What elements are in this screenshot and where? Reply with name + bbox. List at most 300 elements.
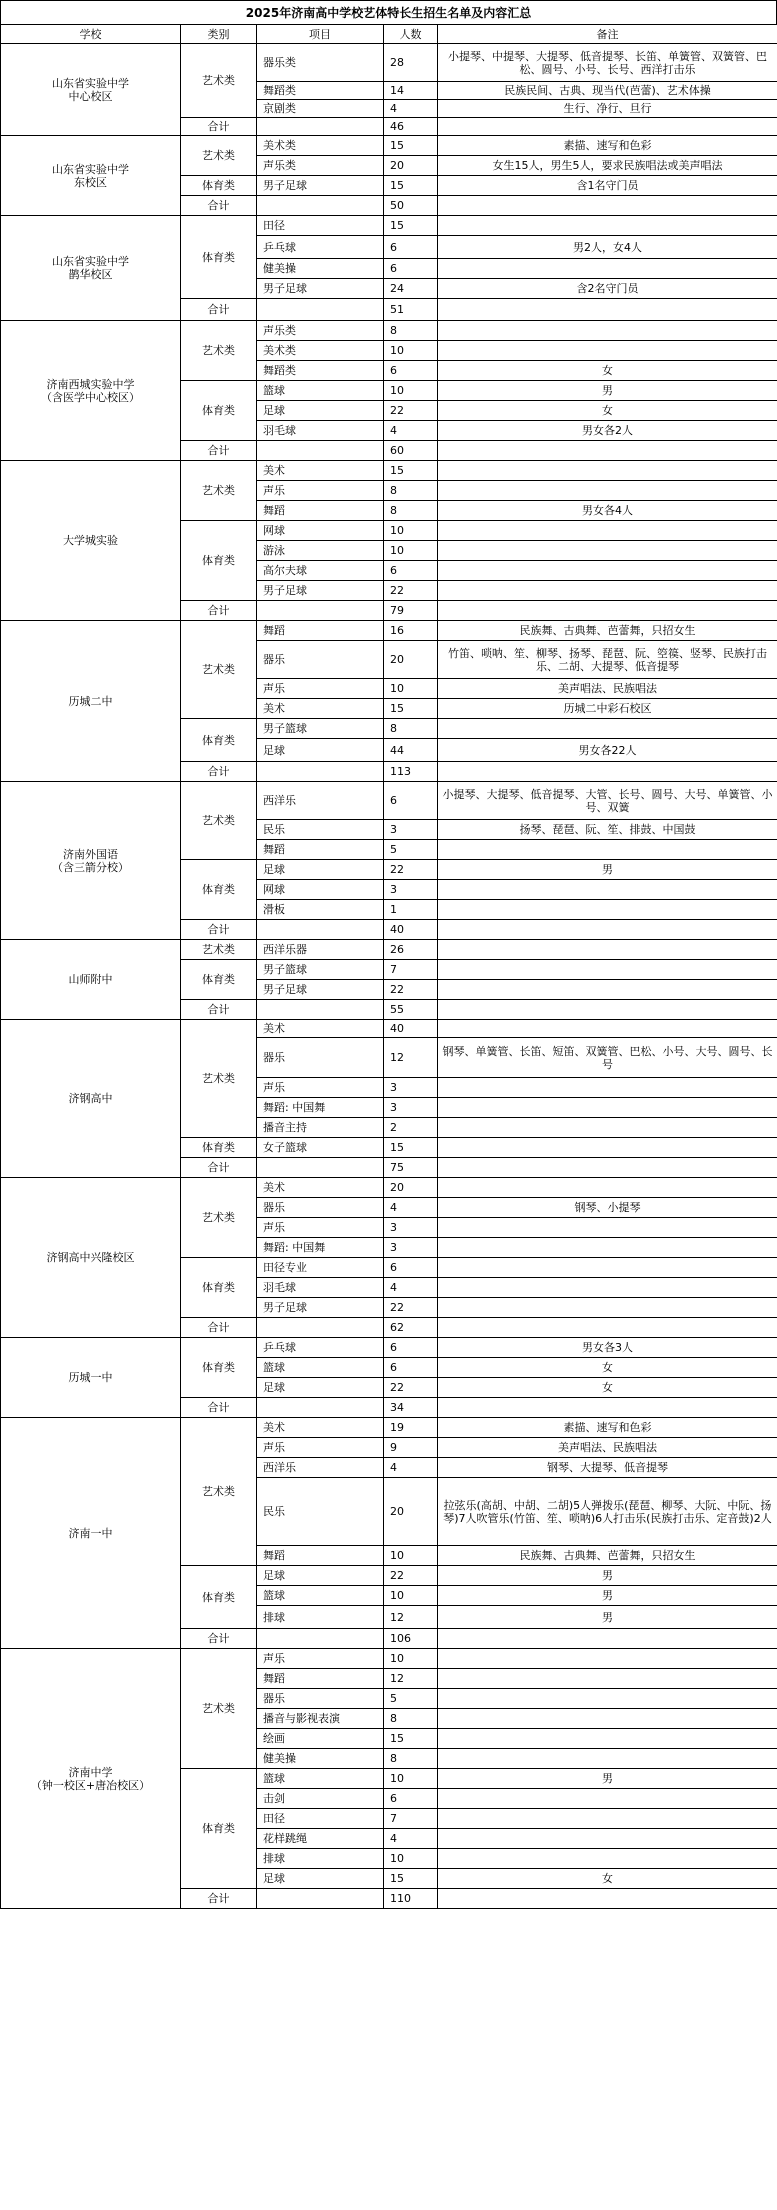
count-cell: 6 [384, 1789, 438, 1809]
note-cell: 男女各4人 [438, 501, 777, 521]
total-spacer [257, 1000, 384, 1020]
note-cell: 男女各22人 [438, 739, 777, 762]
table-row [1, 621, 777, 641]
project-cell: 美术类 [257, 341, 384, 361]
category-cell: 体育类 [181, 521, 257, 601]
note-cell [438, 1669, 777, 1689]
count-cell: 2 [384, 1118, 438, 1138]
project-cell: 声乐 [257, 679, 384, 699]
table-row [1, 216, 777, 236]
count-cell: 26 [384, 940, 438, 960]
project-cell: 足球 [257, 1566, 384, 1586]
count-cell: 14 [384, 82, 438, 100]
project-cell: 民乐 [257, 1478, 384, 1546]
project-cell: 羽毛球 [257, 1278, 384, 1298]
project-cell: 声乐 [257, 1649, 384, 1669]
table-row [1, 461, 777, 481]
note-cell [438, 1709, 777, 1729]
total-label: 合计 [181, 299, 257, 321]
total-label: 合计 [181, 441, 257, 461]
category-cell: 体育类 [181, 216, 257, 299]
note-cell: 钢琴、单簧管、长笛、短笛、双簧管、巴松、小号、大号、圆号、长号 [438, 1038, 777, 1078]
note-cell [438, 1118, 777, 1138]
count-cell: 20 [384, 641, 438, 679]
note-cell [438, 1298, 777, 1318]
project-cell: 舞蹈 [257, 501, 384, 521]
note-cell [438, 719, 777, 739]
count-cell: 22 [384, 1298, 438, 1318]
note-cell: 男 [438, 1586, 777, 1606]
note-cell [438, 521, 777, 541]
note-cell: 含1名守门员 [438, 176, 777, 196]
count-cell: 7 [384, 1809, 438, 1829]
project-cell: 美术 [257, 1418, 384, 1438]
count-cell: 22 [384, 1566, 438, 1586]
total-label: 合计 [181, 601, 257, 621]
header-project: 项目 [257, 25, 384, 44]
project-cell: 声乐 [257, 1078, 384, 1098]
category-cell: 艺术类 [181, 136, 257, 176]
table-row [1, 44, 777, 82]
recruitment-table [0, 24, 777, 1909]
project-cell: 民乐 [257, 820, 384, 840]
count-cell: 4 [384, 1278, 438, 1298]
count-cell: 22 [384, 581, 438, 601]
project-cell: 男子篮球 [257, 719, 384, 739]
category-cell: 艺术类 [181, 1418, 257, 1566]
note-cell: 女 [438, 361, 777, 381]
note-cell: 含2名守门员 [438, 279, 777, 299]
total-count: 51 [384, 299, 438, 321]
count-cell: 15 [384, 176, 438, 196]
count-cell: 20 [384, 1178, 438, 1198]
note-cell [438, 1178, 777, 1198]
count-cell: 10 [384, 1769, 438, 1789]
total-note [438, 299, 777, 321]
project-cell: 足球 [257, 739, 384, 762]
note-cell: 男 [438, 860, 777, 880]
count-cell: 10 [384, 1849, 438, 1869]
header-row [1, 25, 777, 44]
count-cell: 8 [384, 1709, 438, 1729]
note-cell [438, 1829, 777, 1849]
project-cell: 美术 [257, 1178, 384, 1198]
category-cell: 艺术类 [181, 321, 257, 381]
count-cell: 15 [384, 1869, 438, 1889]
total-spacer [257, 299, 384, 321]
note-cell [438, 1649, 777, 1669]
school-name: 山东省实验中学 中心校区 [1, 44, 181, 136]
total-note [438, 1889, 777, 1909]
table-row [1, 1649, 777, 1669]
note-cell [438, 321, 777, 341]
project-cell: 播音主持 [257, 1118, 384, 1138]
count-cell: 3 [384, 1238, 438, 1258]
project-cell: 男子篮球 [257, 960, 384, 980]
note-cell [438, 880, 777, 900]
count-cell: 22 [384, 1378, 438, 1398]
total-spacer [257, 1158, 384, 1178]
total-count: 62 [384, 1318, 438, 1338]
note-cell [438, 1789, 777, 1809]
total-spacer [257, 118, 384, 136]
total-count: 106 [384, 1629, 438, 1649]
note-cell: 女生15人，男生5人，要求民族唱法或美声唱法 [438, 156, 777, 176]
category-cell: 体育类 [181, 1338, 257, 1398]
count-cell: 4 [384, 100, 438, 118]
category-cell: 体育类 [181, 381, 257, 441]
note-cell: 女 [438, 1358, 777, 1378]
project-cell: 男子足球 [257, 581, 384, 601]
school-name: 历城一中 [1, 1338, 181, 1418]
count-cell: 3 [384, 880, 438, 900]
header-count: 人数 [384, 25, 438, 44]
note-cell [438, 1689, 777, 1709]
header-note: 备注 [438, 25, 777, 44]
project-cell: 羽毛球 [257, 421, 384, 441]
count-cell: 12 [384, 1038, 438, 1078]
count-cell: 15 [384, 1138, 438, 1158]
count-cell: 4 [384, 1829, 438, 1849]
category-cell: 艺术类 [181, 44, 257, 118]
note-cell [438, 259, 777, 279]
count-cell: 6 [384, 259, 438, 279]
project-cell: 田径专业 [257, 1258, 384, 1278]
count-cell: 3 [384, 1078, 438, 1098]
note-cell [438, 1078, 777, 1098]
total-note [438, 762, 777, 782]
total-label: 合计 [181, 920, 257, 940]
count-cell: 8 [384, 321, 438, 341]
total-label: 合计 [181, 762, 257, 782]
count-cell: 10 [384, 381, 438, 401]
note-cell [438, 1258, 777, 1278]
project-cell: 田径 [257, 1809, 384, 1829]
total-note [438, 118, 777, 136]
project-cell: 舞蹈 [257, 1669, 384, 1689]
category-cell: 艺术类 [181, 1649, 257, 1769]
total-count: 79 [384, 601, 438, 621]
count-cell: 15 [384, 699, 438, 719]
project-cell: 舞蹈 [257, 1546, 384, 1566]
note-cell [438, 1749, 777, 1769]
category-cell: 体育类 [181, 1769, 257, 1889]
project-cell: 器乐 [257, 1198, 384, 1218]
note-cell: 小提琴、大提琴、低音提琴、大管、长号、圆号、大号、单簧管、小号、双簧 [438, 782, 777, 820]
note-cell [438, 940, 777, 960]
count-cell: 4 [384, 1458, 438, 1478]
note-cell: 竹笛、唢呐、笙、柳琴、扬琴、琵琶、阮、箜篌、竖琴、民族打击乐、二胡、大提琴、低音提琴 [438, 641, 777, 679]
note-cell: 素描、速写和色彩 [438, 136, 777, 156]
count-cell: 8 [384, 1749, 438, 1769]
project-cell: 高尔夫球 [257, 561, 384, 581]
project-cell: 器乐 [257, 1689, 384, 1709]
count-cell: 40 [384, 1020, 438, 1038]
project-cell: 京剧类 [257, 100, 384, 118]
total-count: 113 [384, 762, 438, 782]
table-row [1, 321, 777, 341]
count-cell: 6 [384, 561, 438, 581]
project-cell: 足球 [257, 1869, 384, 1889]
category-cell: 体育类 [181, 176, 257, 196]
note-cell [438, 980, 777, 1000]
page-title: 2025年济南高中学校艺体特长生招生名单及内容汇总 [0, 0, 777, 24]
project-cell: 乒乓球 [257, 236, 384, 259]
total-spacer [257, 920, 384, 940]
count-cell: 12 [384, 1606, 438, 1629]
note-cell: 扬琴、琵琶、阮、笙、排鼓、中国鼓 [438, 820, 777, 840]
note-cell [438, 1238, 777, 1258]
note-cell [438, 461, 777, 481]
count-cell: 6 [384, 782, 438, 820]
count-cell: 6 [384, 1258, 438, 1278]
category-cell: 体育类 [181, 719, 257, 762]
note-cell: 男 [438, 1769, 777, 1789]
note-cell: 男女各3人 [438, 1338, 777, 1358]
project-cell: 男子足球 [257, 1298, 384, 1318]
total-label: 合计 [181, 118, 257, 136]
count-cell: 3 [384, 1098, 438, 1118]
project-cell: 器乐 [257, 1038, 384, 1078]
total-note [438, 1318, 777, 1338]
note-cell: 生行、净行、旦行 [438, 100, 777, 118]
count-cell: 10 [384, 521, 438, 541]
count-cell: 3 [384, 1218, 438, 1238]
project-cell: 美术类 [257, 136, 384, 156]
category-cell: 体育类 [181, 860, 257, 920]
project-cell: 西洋乐 [257, 1458, 384, 1478]
count-cell: 7 [384, 960, 438, 980]
total-note [438, 1158, 777, 1178]
project-cell: 声乐类 [257, 321, 384, 341]
count-cell: 22 [384, 401, 438, 421]
table-body [1, 44, 777, 1909]
note-cell [438, 840, 777, 860]
note-cell: 女 [438, 401, 777, 421]
count-cell: 10 [384, 1649, 438, 1669]
total-note [438, 1398, 777, 1418]
total-label: 合计 [181, 196, 257, 216]
count-cell: 12 [384, 1669, 438, 1689]
total-label: 合计 [181, 1158, 257, 1178]
count-cell: 10 [384, 341, 438, 361]
note-cell: 小提琴、中提琴、大提琴、低音提琴、长笛、单簧管、双簧管、巴松、圆号、小号、长号、西洋打击乐 [438, 44, 777, 82]
school-name: 山东省实验中学 东校区 [1, 136, 181, 216]
count-cell: 6 [384, 1338, 438, 1358]
note-cell: 男 [438, 381, 777, 401]
project-cell: 舞蹈 [257, 840, 384, 860]
note-cell: 女 [438, 1378, 777, 1398]
note-cell [438, 1809, 777, 1829]
category-cell: 艺术类 [181, 461, 257, 521]
table-row [1, 136, 777, 156]
total-note [438, 441, 777, 461]
project-cell: 声乐 [257, 481, 384, 501]
count-cell: 8 [384, 501, 438, 521]
count-cell: 10 [384, 1546, 438, 1566]
count-cell: 15 [384, 1729, 438, 1749]
note-cell [438, 1020, 777, 1038]
project-cell: 健美操 [257, 259, 384, 279]
total-label: 合计 [181, 1000, 257, 1020]
project-cell: 篮球 [257, 381, 384, 401]
table-row [1, 1418, 777, 1438]
project-cell: 花样跳绳 [257, 1829, 384, 1849]
project-cell: 足球 [257, 401, 384, 421]
project-cell: 美术 [257, 1020, 384, 1038]
project-cell: 声乐类 [257, 156, 384, 176]
header-school: 学校 [1, 25, 181, 44]
project-cell: 足球 [257, 1378, 384, 1398]
total-count: 34 [384, 1398, 438, 1418]
note-cell [438, 561, 777, 581]
note-cell: 钢琴、大提琴、低音提琴 [438, 1458, 777, 1478]
count-cell: 20 [384, 1478, 438, 1546]
school-name: 山东省实验中学 鹊华校区 [1, 216, 181, 321]
project-cell: 男子足球 [257, 980, 384, 1000]
total-spacer [257, 1629, 384, 1649]
project-cell: 篮球 [257, 1586, 384, 1606]
note-cell: 男 [438, 1566, 777, 1586]
total-spacer [257, 196, 384, 216]
count-cell: 19 [384, 1418, 438, 1438]
total-count: 50 [384, 196, 438, 216]
category-cell: 艺术类 [181, 621, 257, 719]
note-cell: 美声唱法、民族唱法 [438, 679, 777, 699]
project-cell: 足球 [257, 860, 384, 880]
project-cell: 网球 [257, 521, 384, 541]
school-name: 济南中学 （钟一校区+唐冶校区） [1, 1649, 181, 1909]
note-cell [438, 960, 777, 980]
total-spacer [257, 441, 384, 461]
project-cell: 排球 [257, 1606, 384, 1629]
total-count: 55 [384, 1000, 438, 1020]
total-count: 110 [384, 1889, 438, 1909]
total-label: 合计 [181, 1889, 257, 1909]
school-name: 济南一中 [1, 1418, 181, 1649]
note-cell: 民族舞、古典舞、芭蕾舞，只招女生 [438, 1546, 777, 1566]
note-cell [438, 1849, 777, 1869]
total-spacer [257, 1398, 384, 1418]
project-cell: 播音与影视表演 [257, 1709, 384, 1729]
count-cell: 9 [384, 1438, 438, 1458]
note-cell: 民族民间、古典、现当代(芭蕾)、艺术体操 [438, 82, 777, 100]
total-count: 75 [384, 1158, 438, 1178]
total-note [438, 1000, 777, 1020]
project-cell: 西洋乐 [257, 782, 384, 820]
category-cell: 艺术类 [181, 1020, 257, 1138]
school-name: 济南外国语 （含三箭分校） [1, 782, 181, 940]
table-row [1, 782, 777, 820]
project-cell: 器乐 [257, 641, 384, 679]
total-spacer [257, 601, 384, 621]
count-cell: 15 [384, 136, 438, 156]
table-row [1, 940, 777, 960]
count-cell: 5 [384, 840, 438, 860]
project-cell: 网球 [257, 880, 384, 900]
total-count: 40 [384, 920, 438, 940]
total-note [438, 196, 777, 216]
count-cell: 4 [384, 421, 438, 441]
project-cell: 击剑 [257, 1789, 384, 1809]
note-cell: 女 [438, 1869, 777, 1889]
project-cell: 器乐类 [257, 44, 384, 82]
count-cell: 1 [384, 900, 438, 920]
school-name: 大学城实验 [1, 461, 181, 621]
project-cell: 舞蹈: 中国舞 [257, 1238, 384, 1258]
count-cell: 8 [384, 719, 438, 739]
project-cell: 舞蹈 [257, 621, 384, 641]
note-cell: 拉弦乐(高胡、中胡、二胡)5人弹拨乐(琵琶、柳琴、大阮、中阮、扬琴)7人吹管乐(竹笛、笙、唢呐)6人打击乐(民族打击乐、定音鼓)2人 [438, 1478, 777, 1546]
header-category: 类别 [181, 25, 257, 44]
total-spacer [257, 762, 384, 782]
total-label: 合计 [181, 1318, 257, 1338]
category-cell: 体育类 [181, 1138, 257, 1158]
note-cell [438, 216, 777, 236]
project-cell: 舞蹈: 中国舞 [257, 1098, 384, 1118]
note-cell [438, 341, 777, 361]
project-cell: 声乐 [257, 1438, 384, 1458]
note-cell: 男女各2人 [438, 421, 777, 441]
note-cell [438, 1278, 777, 1298]
project-cell: 美术 [257, 699, 384, 719]
table-row [1, 1338, 777, 1358]
project-cell: 舞蹈类 [257, 82, 384, 100]
count-cell: 3 [384, 820, 438, 840]
note-cell: 美声唱法、民族唱法 [438, 1438, 777, 1458]
note-cell [438, 1729, 777, 1749]
table-row [1, 1178, 777, 1198]
project-cell: 篮球 [257, 1769, 384, 1789]
count-cell: 5 [384, 1689, 438, 1709]
total-note [438, 1629, 777, 1649]
count-cell: 10 [384, 541, 438, 561]
count-cell: 16 [384, 621, 438, 641]
project-cell: 西洋乐器 [257, 940, 384, 960]
project-cell: 声乐 [257, 1218, 384, 1238]
note-cell [438, 1138, 777, 1158]
total-note [438, 601, 777, 621]
project-cell: 美术 [257, 461, 384, 481]
count-cell: 15 [384, 216, 438, 236]
count-cell: 10 [384, 679, 438, 699]
total-spacer [257, 1889, 384, 1909]
total-label: 合计 [181, 1398, 257, 1418]
school-name: 济钢高中兴隆校区 [1, 1178, 181, 1338]
project-cell: 田径 [257, 216, 384, 236]
count-cell: 4 [384, 1198, 438, 1218]
project-cell: 男子足球 [257, 279, 384, 299]
note-cell: 素描、速写和色彩 [438, 1418, 777, 1438]
count-cell: 6 [384, 236, 438, 259]
count-cell: 24 [384, 279, 438, 299]
school-name: 山师附中 [1, 940, 181, 1020]
project-cell: 健美操 [257, 1749, 384, 1769]
count-cell: 22 [384, 860, 438, 880]
note-cell [438, 900, 777, 920]
category-cell: 体育类 [181, 960, 257, 1000]
total-spacer [257, 1318, 384, 1338]
count-cell: 22 [384, 980, 438, 1000]
category-cell: 体育类 [181, 1258, 257, 1318]
note-cell [438, 1218, 777, 1238]
count-cell: 15 [384, 461, 438, 481]
category-cell: 艺术类 [181, 782, 257, 860]
count-cell: 8 [384, 481, 438, 501]
note-cell: 民族舞、古典舞、芭蕾舞，只招女生 [438, 621, 777, 641]
count-cell: 28 [384, 44, 438, 82]
school-name: 济钢高中 [1, 1020, 181, 1178]
